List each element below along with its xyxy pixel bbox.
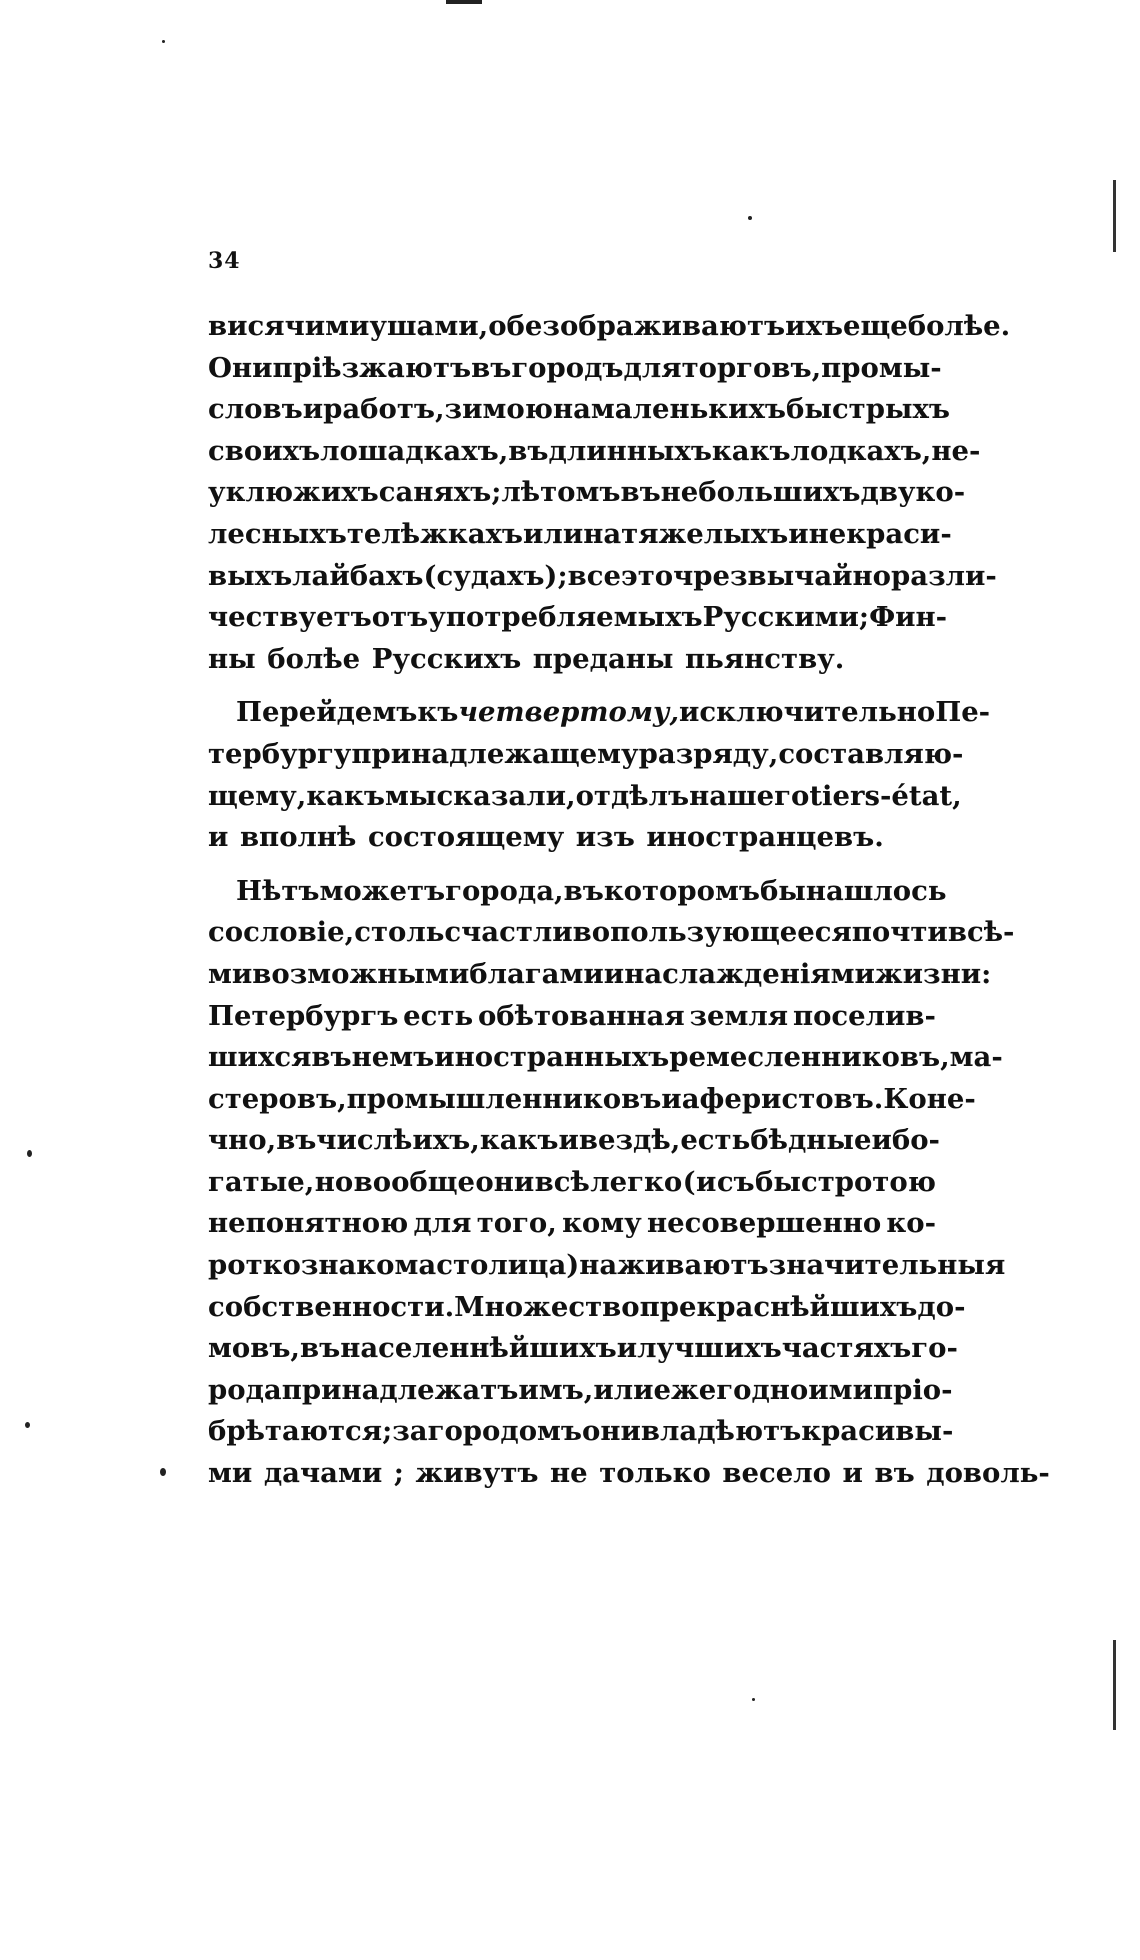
scan-speck xyxy=(160,1468,166,1476)
text-line: сословiе, столь счастливо пользующееся почти всѣ- xyxy=(208,916,1015,949)
page-number: 34 xyxy=(208,248,241,274)
scan-speck xyxy=(27,1150,32,1157)
scan-speck xyxy=(25,1422,30,1428)
text-line: ми возможными благами и наслажденiями жизни: xyxy=(208,957,992,990)
text-line: словъ и работъ, зимою на маленькихъ быстрыхъ xyxy=(208,393,951,426)
paragraph-gap xyxy=(208,859,936,871)
text-line: висячими ушами, обезображиваютъ ихъ еще болѣе. xyxy=(208,310,1011,342)
text-line: гатые, но вообще они всѣ легко ( и съ быстротою xyxy=(208,1165,936,1198)
text-line: чествуетъ отъ употребляемыхъ Русскими ; Фин- xyxy=(208,601,948,634)
text-line: ми дачами ; живутъ не только весело и въ доволь- xyxy=(208,1457,1050,1490)
text-line: чно, въ числѣ ихъ, какъ и вездѣ, есть бѣдные и бо- xyxy=(208,1124,940,1157)
text-line: шихся въ немъ иностранныхъ ремесленниковъ , ма- xyxy=(208,1041,1003,1074)
text-line: непонятною для того, кому несовершенно ко- xyxy=(208,1207,936,1240)
text-line: своихъ лошадкахъ, въ длинныхъ какъ лодкахъ , не- xyxy=(208,434,981,467)
scan-speck xyxy=(162,40,165,43)
text-line: ны болѣе Русскихъ преданы пьянству. xyxy=(208,642,845,675)
text-line: стеровъ , промышленниковъ и аферистовъ. Коне- xyxy=(208,1082,976,1115)
text-line: выхъ лайбахъ (судахъ); все это чрезвычайно разли- xyxy=(208,559,997,592)
text-line: и вполнѣ состоящему изъ иностранцевъ. xyxy=(208,821,884,854)
page-edge-mark xyxy=(446,0,482,4)
text-line: Перейдемъ къ четвертому, исключительно Пе- xyxy=(236,696,991,729)
text-line: ротко знакома столица) наживаютъ значительныя xyxy=(208,1249,1006,1282)
text-line: собственности. Множество прекраснѣйшихъ до- xyxy=(208,1290,966,1323)
text-line: мовъ, въ населеннѣйшихъ и лучшихъ частяхъ го- xyxy=(208,1332,958,1365)
scan-edge-line xyxy=(1113,1640,1116,1730)
scan-speck xyxy=(748,216,752,220)
text-line: Петербургъ есть обѣтованная земля поселив- xyxy=(208,999,936,1032)
text-line: лесныхъ телѣжкахъ или на тяжелыхъ и некраси- xyxy=(208,517,952,550)
text-line: брѣтаются; за городомъ они владѣютъ красивы- xyxy=(208,1415,954,1448)
text-line: щему, какъ мы сказали, отдѣлъ нашего tiers-état , xyxy=(208,779,962,812)
text-line: рода принадлежатъ имъ , или ежегодно ими прiо- xyxy=(208,1373,953,1406)
text-line: уклюжихъ саняхъ ; лѣтомъ въ небольшихъ двуко- xyxy=(208,476,966,509)
text-line: Они прiѣзжаютъ въ городъ для торговъ , промы- xyxy=(208,351,942,384)
paragraph-gap xyxy=(208,680,936,692)
body-text xyxy=(208,306,1050,1495)
scan-edge-line xyxy=(1113,180,1116,252)
text-line: Нѣтъ можетъ города, въ которомъ бы нашлось xyxy=(236,874,947,907)
text-line: тербургу принадлежащему разряду, составляю- xyxy=(208,737,964,770)
scan-speck xyxy=(752,1698,755,1701)
